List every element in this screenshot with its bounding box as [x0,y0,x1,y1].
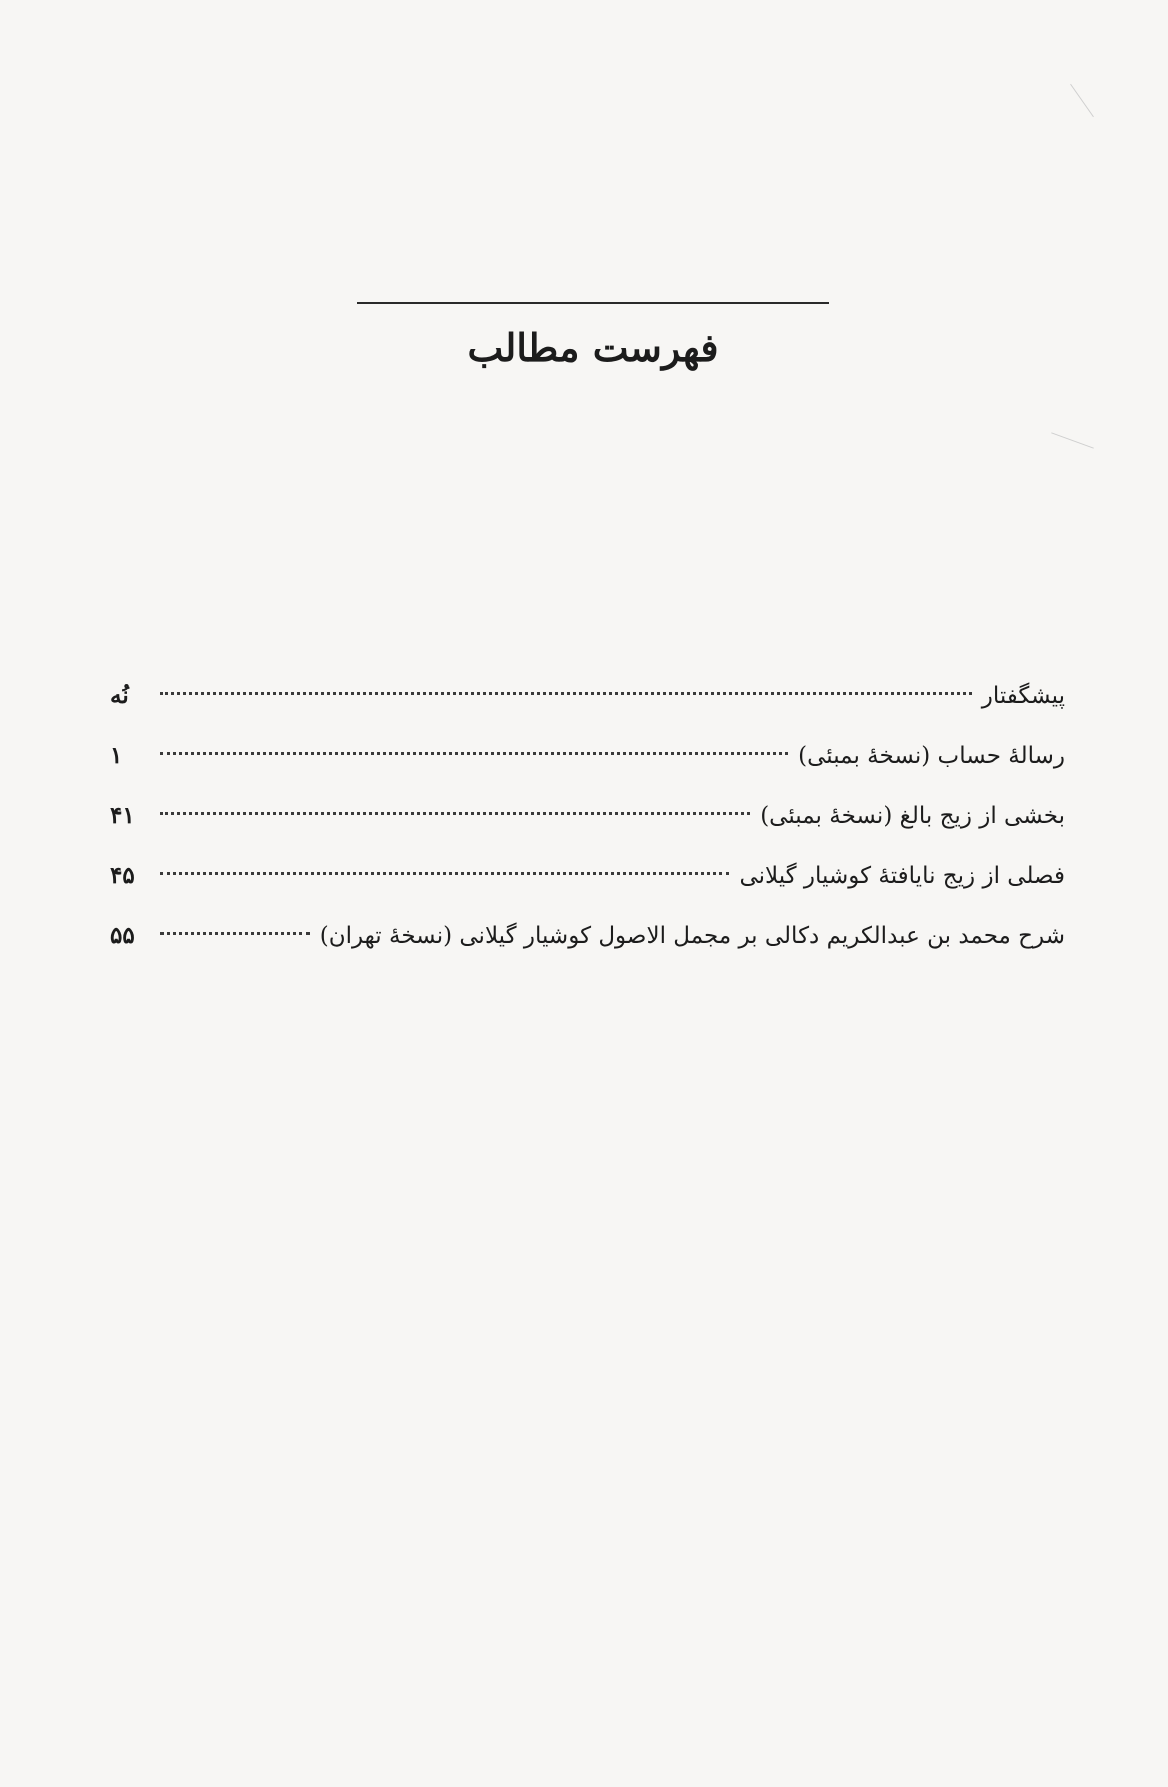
dot-leader [160,752,788,755]
toc-entry[interactable] [110,846,1065,906]
toc-entry-label: پیشگفتار [981,683,1065,709]
toc-entry-label: بخشی از زیج بالغ (نسخهٔ بمبئی) [760,803,1065,829]
dot-leader [160,692,972,695]
toc-entry-page: ۵۵ [110,922,135,949]
toc-entry-page: نُه [110,682,129,709]
toc-entry-page: ۱ [110,742,123,769]
toc-entry-label: فصلی از زیج نایافتهٔ کوشیار گیلانی [739,863,1065,889]
toc-entry[interactable] [110,666,1065,726]
dot-leader [160,872,729,875]
title-rule [357,302,829,304]
toc-entry[interactable] [110,726,1065,786]
toc-entry[interactable] [110,786,1065,846]
dot-leader [160,812,750,815]
page-mark [1051,432,1094,448]
page-title: فهرست مطالب [467,325,719,370]
table-of-contents [110,666,1065,966]
toc-entry-label: شرح محمد بن عبدالکریم دکالی بر مجمل الاصول کوشیار گیلانی (نسخهٔ تهران) [319,923,1065,949]
toc-entry-page: ۴۵ [110,862,135,889]
toc-entry-page: ۴۱ [110,802,135,829]
toc-entry[interactable] [110,906,1065,966]
page-mark [1070,84,1094,117]
toc-entry-label: رسالهٔ حساب (نسخهٔ بمبئی) [798,743,1065,769]
dot-leader [160,932,310,935]
